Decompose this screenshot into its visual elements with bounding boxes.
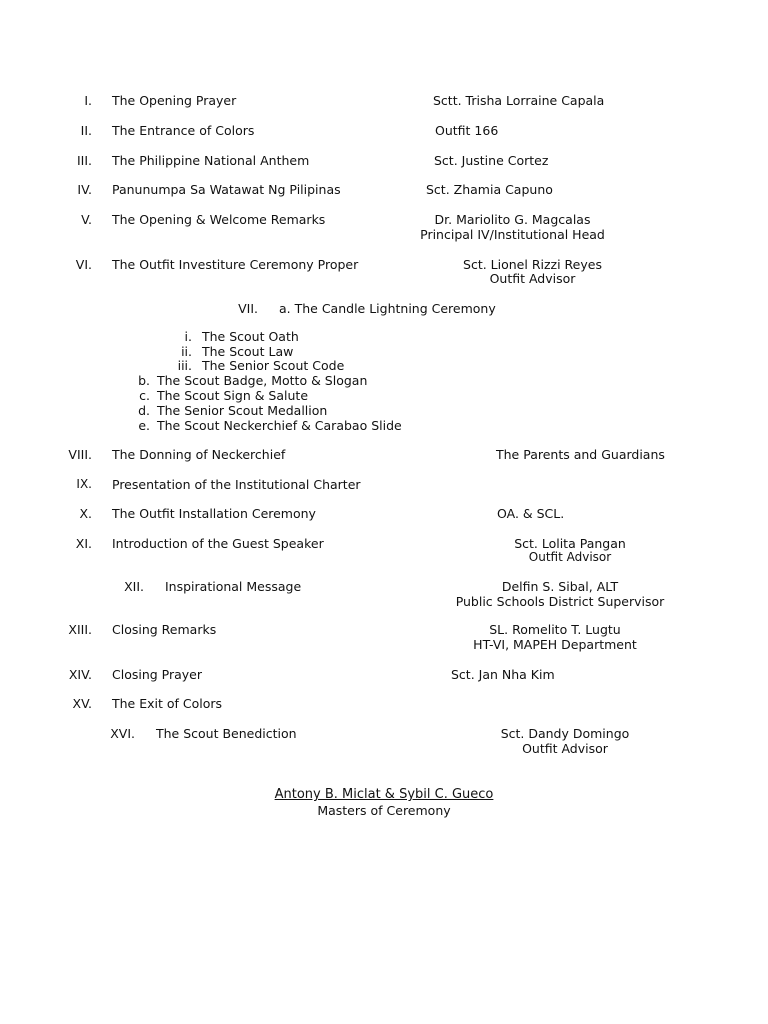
item-title: The Entrance of Colors (112, 123, 255, 138)
item-number: XIV. (68, 667, 92, 682)
masters-names: Antony B. Miclat & Sybil C. Gueco (274, 787, 494, 802)
item-number: IV. (77, 182, 92, 197)
item-role: Outfit Advisor (522, 741, 608, 756)
item-role: HT-VI, MAPEH Department (473, 637, 637, 652)
item-person: Delfin S. Sibal, ALT (501, 579, 619, 594)
item-title: a. The Candle Lightning Ceremony (279, 301, 496, 316)
item-title: The Donning of Neckerchief (112, 447, 286, 462)
item-person: SL. Romelito T. Lugtu (489, 622, 621, 637)
item-person: Sct. Lionel Rizzi Reyes (463, 257, 602, 272)
item-person: The Parents and Guardians (496, 447, 665, 462)
item-number: II. (80, 123, 92, 138)
item-number: X. (79, 506, 92, 521)
sub-item-text: The Scout Law (202, 344, 294, 359)
sub-item-text: The Scout Badge, Motto & Slogan (157, 373, 368, 388)
item-title: The Opening Prayer (112, 93, 237, 108)
sub-item-letter: d. (138, 403, 150, 418)
sub-item-text: The Scout Neckerchief & Carabao Slide (157, 418, 402, 433)
item-title: The Opening & Welcome Remarks (112, 212, 326, 227)
item-title: The Scout Benediction (156, 726, 297, 741)
sub-item-text: The Senior Scout Code (202, 358, 345, 373)
item-title: Closing Remarks (112, 622, 217, 637)
item-number: IX. (76, 477, 92, 491)
item-title: The Philippine National Anthem (112, 153, 310, 168)
sub-item-number: iii. (177, 358, 192, 373)
item-person: Dr. Mariolito G. Magcalas (434, 212, 591, 227)
item-person: Sct. Jan Nha Kim (451, 667, 555, 682)
sub-item-number: i. (184, 329, 192, 344)
item-title: The Exit of Colors (112, 696, 223, 711)
item-role: Outfit Advisor (528, 550, 612, 564)
sub-item-text: The Scout Sign & Salute (157, 388, 309, 403)
masters-title: Masters of Ceremony (317, 803, 451, 818)
item-number: VIII. (68, 447, 92, 462)
item-person: OA. & SCL. (497, 506, 565, 521)
item-number: XI. (75, 536, 92, 551)
item-person: Sct. Justine Cortez (434, 153, 549, 168)
item-title: Closing Prayer (112, 667, 203, 682)
item-person: Sct. Dandy Domingo (500, 726, 630, 741)
item-number: I. (84, 93, 92, 108)
item-title: Inspirational Message (165, 579, 302, 594)
item-number: XII. (124, 579, 144, 594)
item-number: XVI. (110, 726, 135, 741)
item-number: V. (81, 212, 92, 227)
item-role: Principal IV/Institutional Head (420, 227, 605, 242)
item-role: Outfit Advisor (489, 271, 576, 286)
sub-item-letter: e. (138, 418, 150, 433)
sub-item-letter: c. (139, 388, 150, 403)
item-title: The Outfit Investiture Ceremony Proper (112, 257, 359, 272)
item-title: The Outfit Installation Ceremony (112, 506, 316, 521)
item-person: Sct. Zhamia Capuno (426, 182, 553, 197)
sub-item-number: ii. (181, 344, 192, 359)
sub-item-text: The Scout Oath (202, 329, 299, 344)
item-role: Public Schools District Supervisor (455, 594, 665, 609)
item-title: Presentation of the Institutional Charter (112, 477, 361, 492)
item-title: Panunumpa Sa Watawat Ng Pilipinas (112, 182, 341, 197)
item-number: XV. (72, 696, 92, 711)
item-number: VI. (75, 257, 92, 272)
item-person: Sctt. Trisha Lorraine Capala (433, 93, 605, 108)
item-number: III. (76, 153, 92, 168)
item-number: XIII. (68, 622, 92, 637)
sub-item-letter: b. (138, 373, 150, 388)
item-title: Introduction of the Guest Speaker (112, 536, 324, 551)
item-person: Sct. Lolita Pangan (514, 536, 626, 551)
item-person: Outfit 166 (435, 123, 499, 138)
item-number: VII. (238, 301, 258, 316)
sub-item-text: The Senior Scout Medallion (157, 403, 328, 418)
